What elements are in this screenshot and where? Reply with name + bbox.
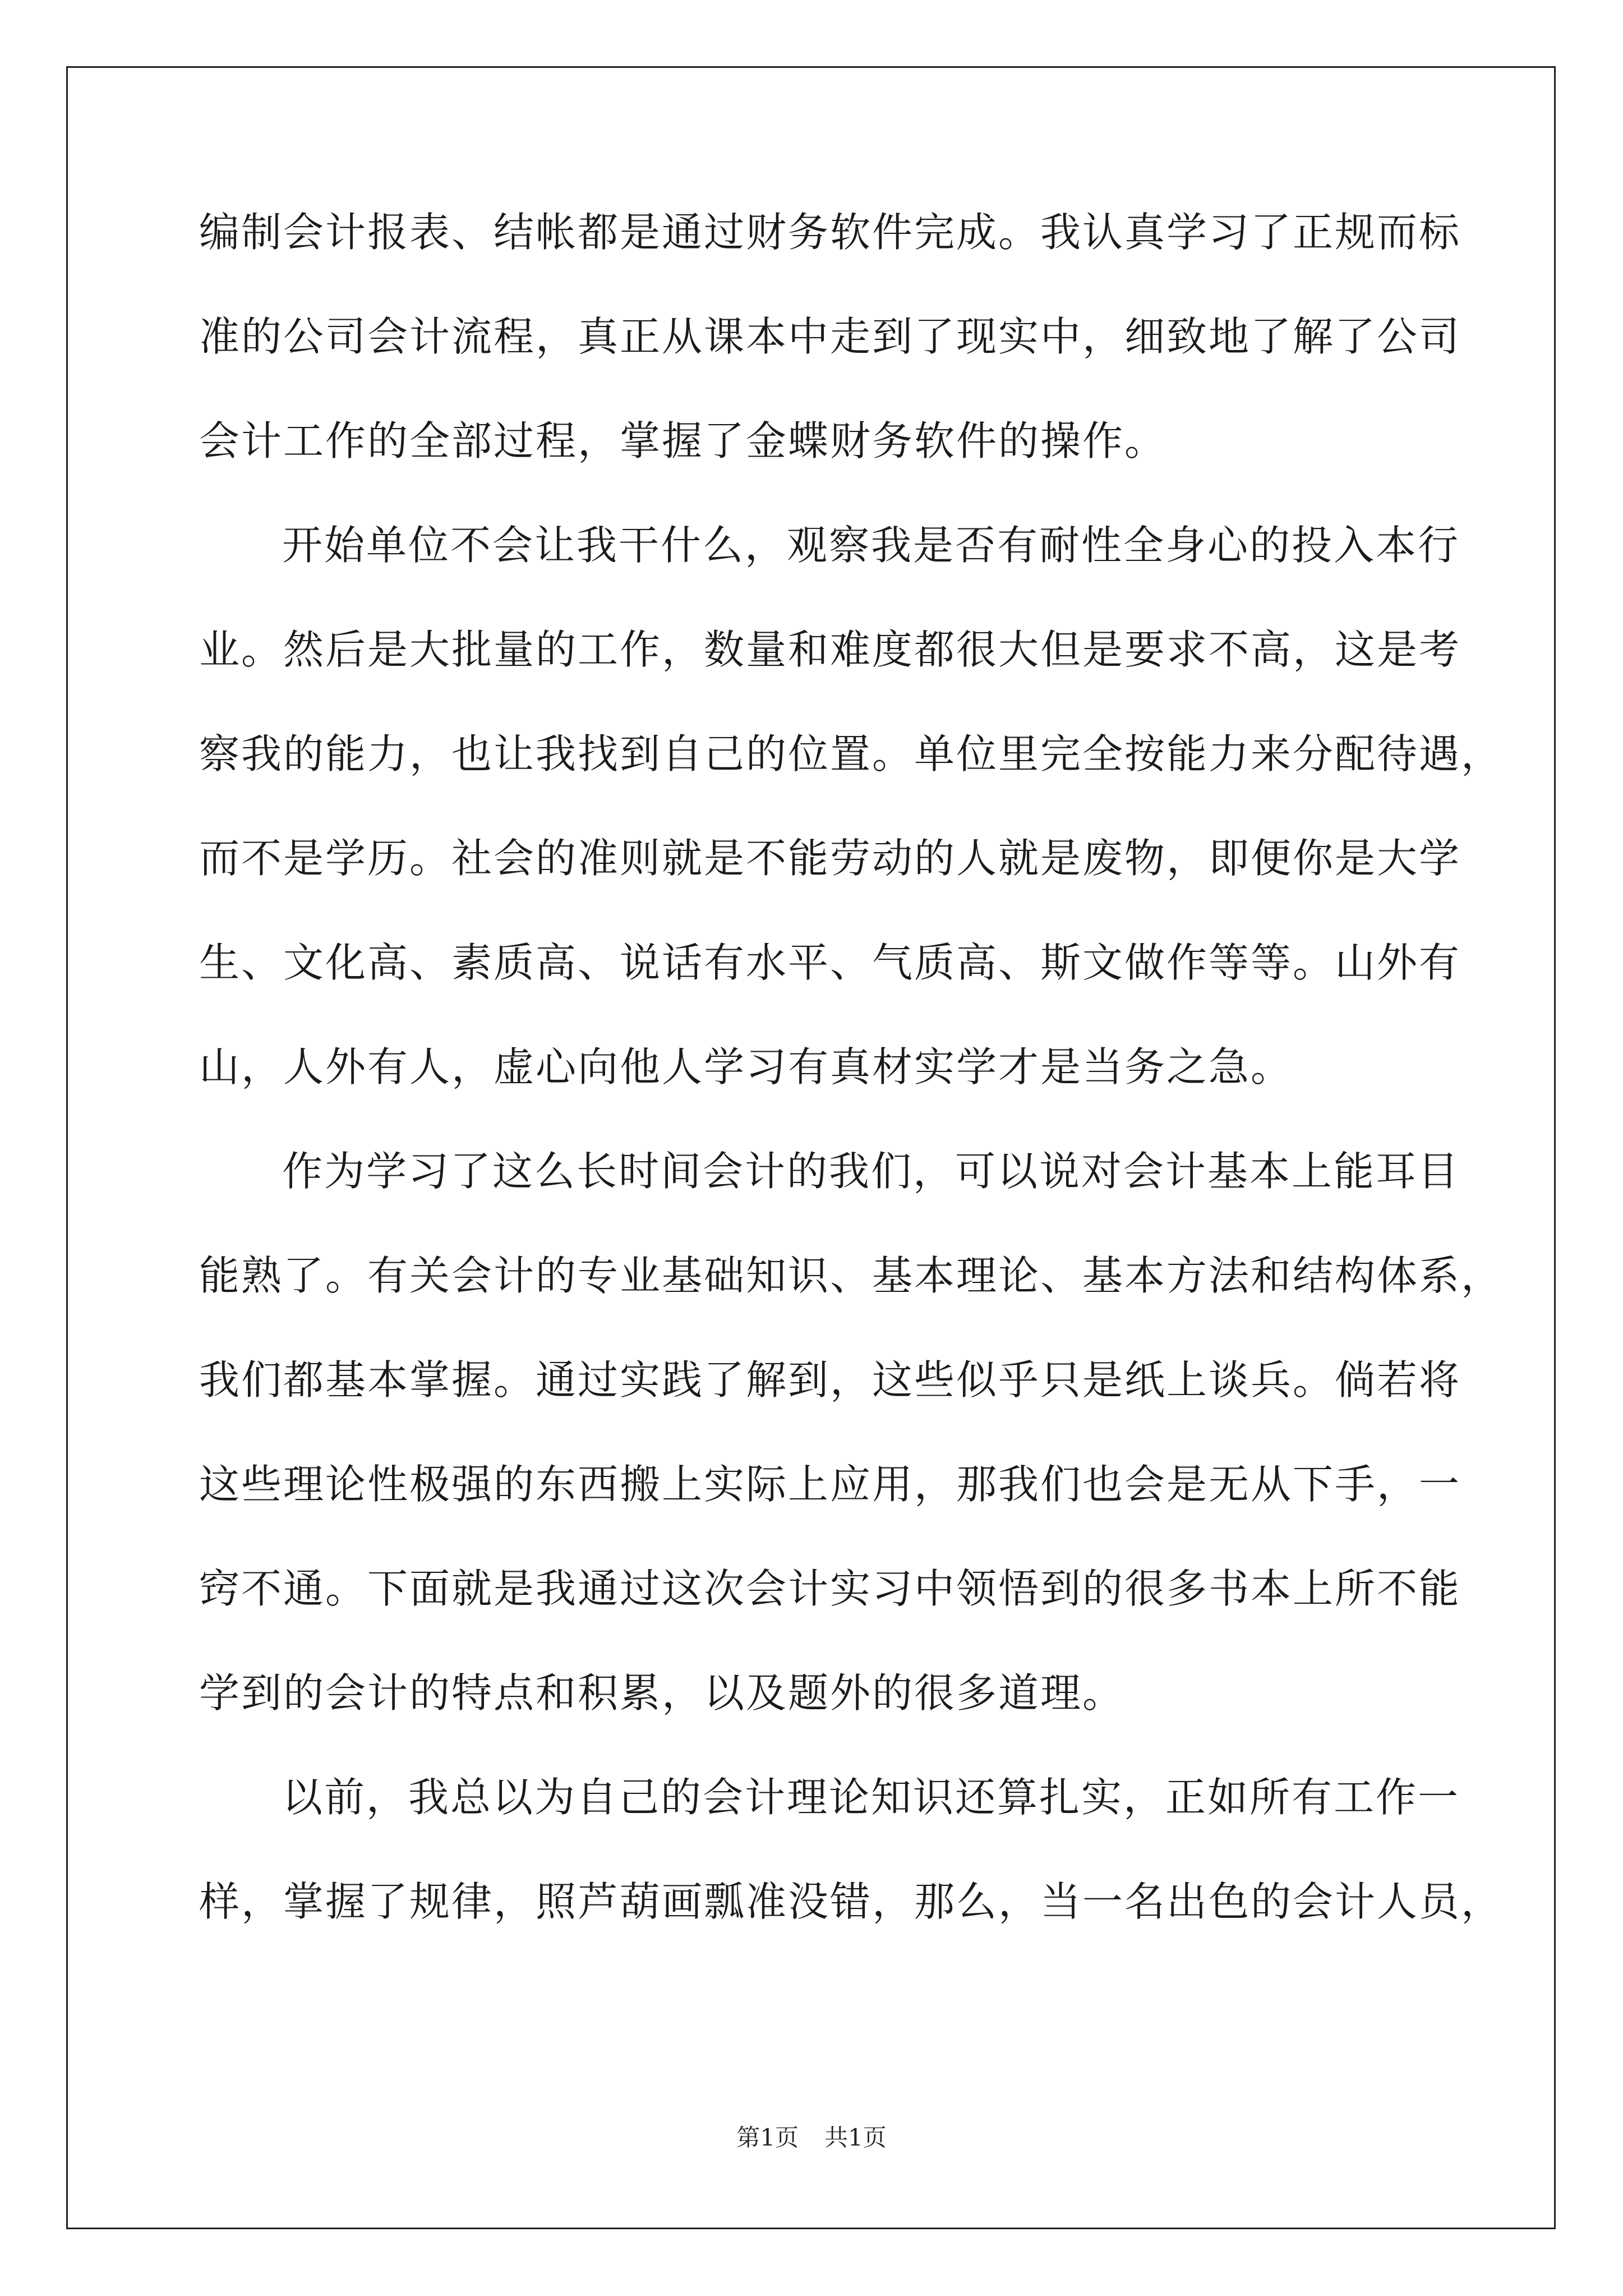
page-number-total: 共1页 (824, 2124, 887, 2151)
text-line: 我们都基本掌握。通过实践了解到，这些似乎只是纸上谈兵。倘若将 (199, 1356, 1461, 1404)
paragraph-first-line: 开始单位不会让我干什么，观察我是否有耐性全身心的投入本行 (282, 522, 1460, 569)
text-line: 编制会计报表、结帐都是通过财务软件完成。我认真学习了正规而标 (199, 209, 1461, 256)
paragraph-first-line: 以前，我总以为自己的会计理论知识还算扎实，正如所有工作一 (282, 1774, 1460, 1821)
text-line: 这些理论性极强的东西搬上实际上应用，那我们也会是无从下手，一 (199, 1461, 1461, 1508)
text-line: 样，掌握了规律，照芦葫画瓢准没错，那么，当一名出色的会计人员， (199, 1878, 1504, 1925)
page-number-current: 第1页 (736, 2124, 799, 2151)
text-line: 生、文化高、素质高、说话有水平、气质高、斯文做作等等。山外有 (199, 939, 1461, 986)
text-line: 准的公司会计流程，真正从课本中走到了现实中，细致地了解了公司 (199, 313, 1461, 360)
text-line: 察我的能力，也让我找到自己的位置。单位里完全按能力来分配待遇， (199, 730, 1504, 777)
text-line: 学到的会计的特点和积累，以及题外的很多道理。 (199, 1669, 1125, 1717)
text-line: 能熟了。有关会计的专业基础知识、基本理论、基本方法和结构体系， (199, 1252, 1504, 1299)
document-body (199, 209, 1504, 1986)
page-footer (0, 2126, 1623, 2150)
text-line: 窍不通。下面就是我通过这次会计实习中领悟到的很多书本上所不能 (199, 1565, 1461, 1612)
text-line: 而不是学历。社会的准则就是不能劳动的人就是废物，即便你是大学 (199, 835, 1461, 882)
text-line: 业。然后是大批量的工作，数量和难度都很大但是要求不高，这是考 (199, 626, 1461, 673)
text-line: 会计工作的全部过程，掌握了金蝶财务软件的操作。 (199, 417, 1167, 464)
paragraph-first-line: 作为学习了这么长时间会计的我们，可以说对会计基本上能耳目 (282, 1148, 1460, 1195)
text-line: 山，人外有人，虚心向他人学习有真材实学才是当务之急。 (199, 1043, 1293, 1091)
